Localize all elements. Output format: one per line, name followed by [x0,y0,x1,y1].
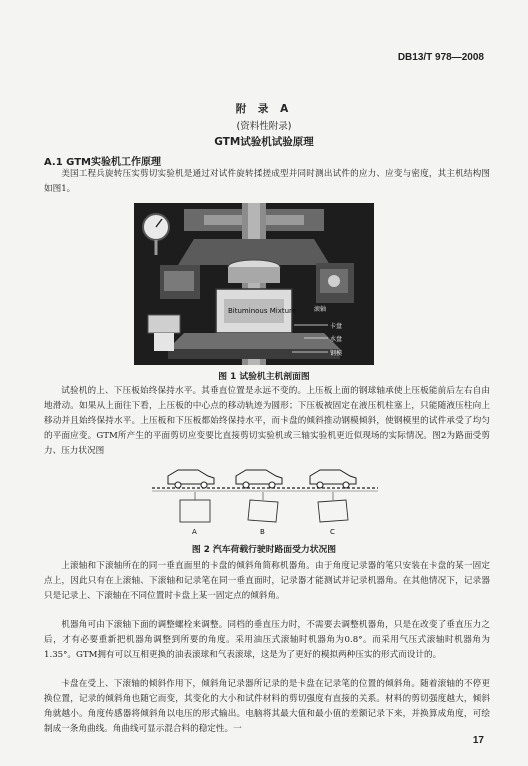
section-label-b: B [260,528,265,536]
car-icon [168,470,214,488]
page-number: 17 [472,735,484,746]
section-label-c: C [330,528,335,536]
appendix-title: 附 录 A [235,103,293,115]
figure-2-caption: 图 2 汽车荷载行驶时路面受力状况图 [191,545,337,555]
car-icon [236,470,282,488]
paragraph: 试验机的上、下压板始终保持水平。其垂直位置是永远不变的。上压板上面的钢球轴承使上压板能前后左右自由地滑动。如果从上面往下看，上压板的中心点的移动轨迹为圆形；下压板被固定在液压机柱塞上，只能随液压柱向上移动并且始终保持水平。上压板和下压板都始终保持水平，而卡盘的倾斜推动钢模倾斜，使钢模里的试件承受了均匀的平面应变。GTM所产生的平面剪切应变要比直接剪切实验机或三轴实验机更近似现场的实际情况。图2为路面受剪力、压力状况图 [44,386,490,456]
paragraph: 美国工程兵旋转压实剪切实验机是通过对试件旋转揉搓成型并同时测出试件的应力、应变与密度，其主机结构图如图1。 [44,169,490,194]
figure-1-caption: 图 1 试验机主机剖面图 [218,372,310,382]
roller-axis-label: 滚轴 [314,306,327,313]
paragraph: 机器角可由下滚轴下面的调整螺栓来调整。同档的垂直压力时，不需要去调整机器角，只是在改变了垂直压力之后，才有必要重新把机器角调整到所要的角度。采用油压式滚轴时机器角为0.8°。而采用气压式滚轴时机器角为1.35°。GTM拥有可以互相更换的油表滚球和气表滚球，这是为了更好的模拟两种压实的形式而设计的。 [44,620,490,660]
appendix-name: GTM试验机试验原理 [214,136,314,148]
section-heading: A.1 GTM实验机工作原理 [44,157,161,168]
appendix-subtitle: (资料性附录) [236,121,292,132]
steel-mold-label: 钢模 [330,350,343,357]
disc-label: 卡盘 [330,323,343,330]
standard-code: DB13/T 978—2008 [397,52,484,63]
figure-1-machine-section [104,203,404,365]
paragraph: 上滚轴和下滚轴所在的同一垂直面里的卡盘的倾斜角简称机器角。由于角度记录器的笔只安装在卡盘的某一固定点上，因此只有在上滚轴、下滚轴和记录笔在同一垂直面时，记录器才能测试并记录机器角。在其他情况下，记录器只是记录上、下滚轴在不同位置时卡盘上某一固定点的倾斜角。 [44,561,490,601]
specimen-label: Bituminous Mixture [228,307,297,315]
car-icon [310,470,356,488]
paragraph: 卡盘在受上、下滚轴的倾斜作用下，倾斜角记录器所记录的是卡盘在记录笔的位置的倾斜角。随着滚轴的不停更换位置，记录的倾斜角也随它而变，其变化的大小和试件材料的剪切强度有直接的关系。材料的剪切强度越大，倾斜角就越小。角度传感器将倾斜角以电压的形式输出。电脑将其最大值和最小值的差额记录下来，并换算成角度，可绘制成一条角曲线。角曲线可显示混合料的稳定性。一 [44,679,490,734]
figure-2-road-loading [150,458,380,540]
water-disc-label: 水盘 [330,336,343,343]
section-label-a: A [192,528,197,536]
